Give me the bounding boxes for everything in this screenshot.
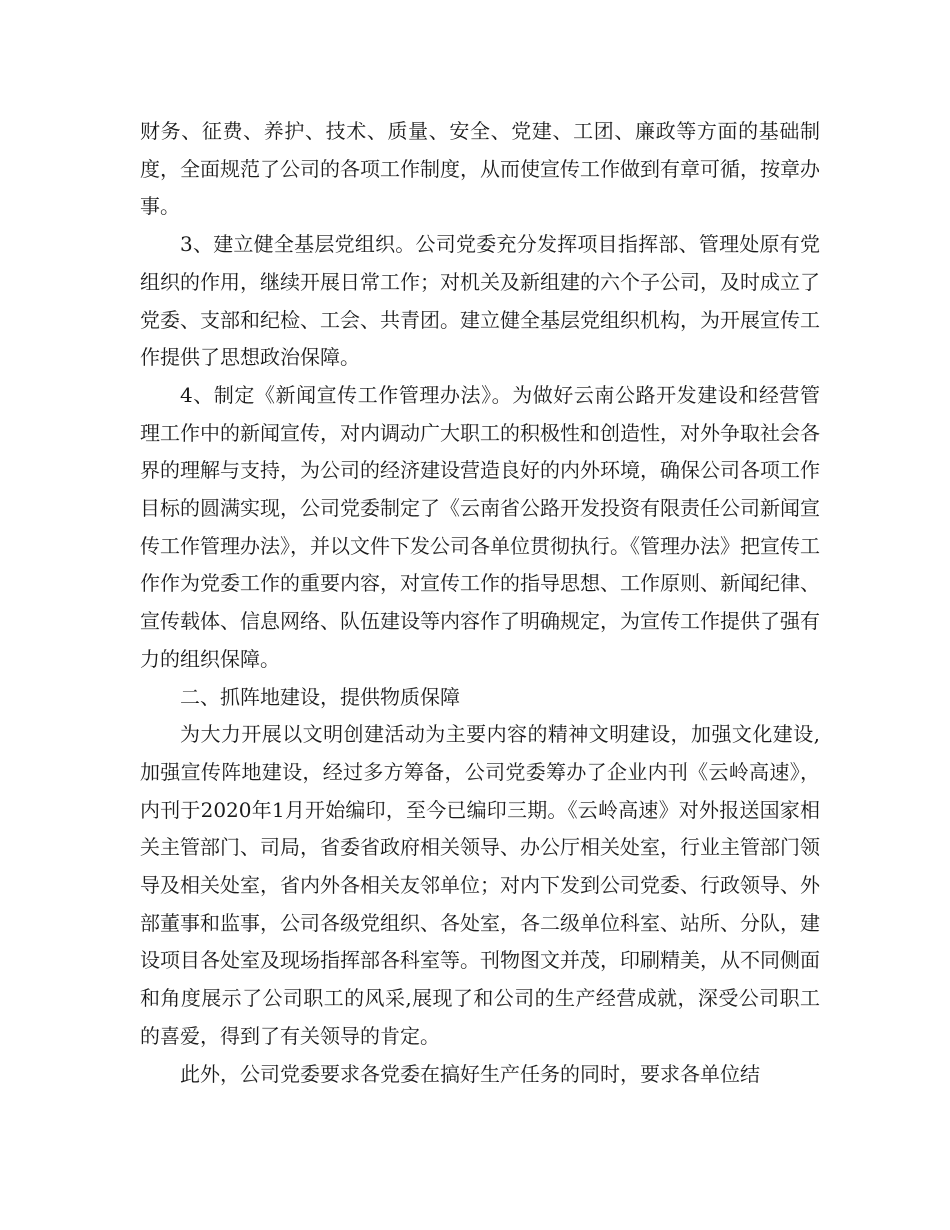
paragraph-institution-rules: 财务、征费、养护、技术、质量、安全、党建、工团、廉政等方面的基础制度，全面规范了公司的各项工作制度，从而使宣传工作做到有章可循，按章办事。 — [140, 119, 820, 219]
paragraph-party-organization: 3、建立健全基层党组织。公司党委充分发挥项目指挥部、管理处原有党组织的作用，继续开展日常工作；对机关及新组建的六个子公司，及时成立了党委、支部和纪检、工会、共青团。建立健全基层党组织机构，为开展宣传工作提供了思想政治保障。 — [140, 232, 820, 370]
section-heading-position-building: 二、抓阵地建设，提供物质保障 — [180, 684, 460, 709]
paragraph-additional-requirements: 此外，公司党委要求各党委在搞好生产任务的同时，要求各单位结 — [180, 1061, 760, 1086]
paragraph-news-management: 4、制定《新闻宣传工作管理办法》。为做好云南公路开发建设和经营管理工作中的新闻宣传，对内调动广大职工的积极性和创造性，对外争取社会各界的理解与支持，为公司的经济建设营造良好的内外环境，确保公司各项工作目标的圆满实现，公司党委制定了《云南省公路开发投资有限责任公司新闻宣传工作管理办法》，并以文件下发公司各单位贯彻执行。《管理办法》把宣传工作作为党委工作的重要内容，对宣传工作的指导思想、工作原则、新闻纪律、宣传载体、信息网络、队伍建设等内容作了明确规定，为宣传工作提供了强有力的组织保障。 — [140, 382, 820, 671]
paragraph-internal-journal: 为大力开展以文明创建活动为主要内容的精神文明建设，加强文化建设,加强宣传阵地建设，经过多方筹备，公司党委筹办了企业内刊《云岭高速》，内刊于2020年1月开始编印，至今已编印三期。《云岭高速》对外报送国家相关主管部门、司局，省委省政府相关领导、办公厅相关处室，行业主管部门领导及相关处室，省内外各相关友邻单位；对内下发到公司党委、行政领导、外部董事和监事，公司各级党组织、各处室，各二级单位科室、站所、分队，建设项目各处室及现场指挥部各科室等。刊物图文并茂，印刷精美，从不同侧面和角度展示了公司职工的风采,展现了和公司的生产经营成就，深受公司职工的喜爱，得到了有关领导的肯定。 — [140, 722, 820, 1048]
document-body — [140, 113, 820, 1093]
